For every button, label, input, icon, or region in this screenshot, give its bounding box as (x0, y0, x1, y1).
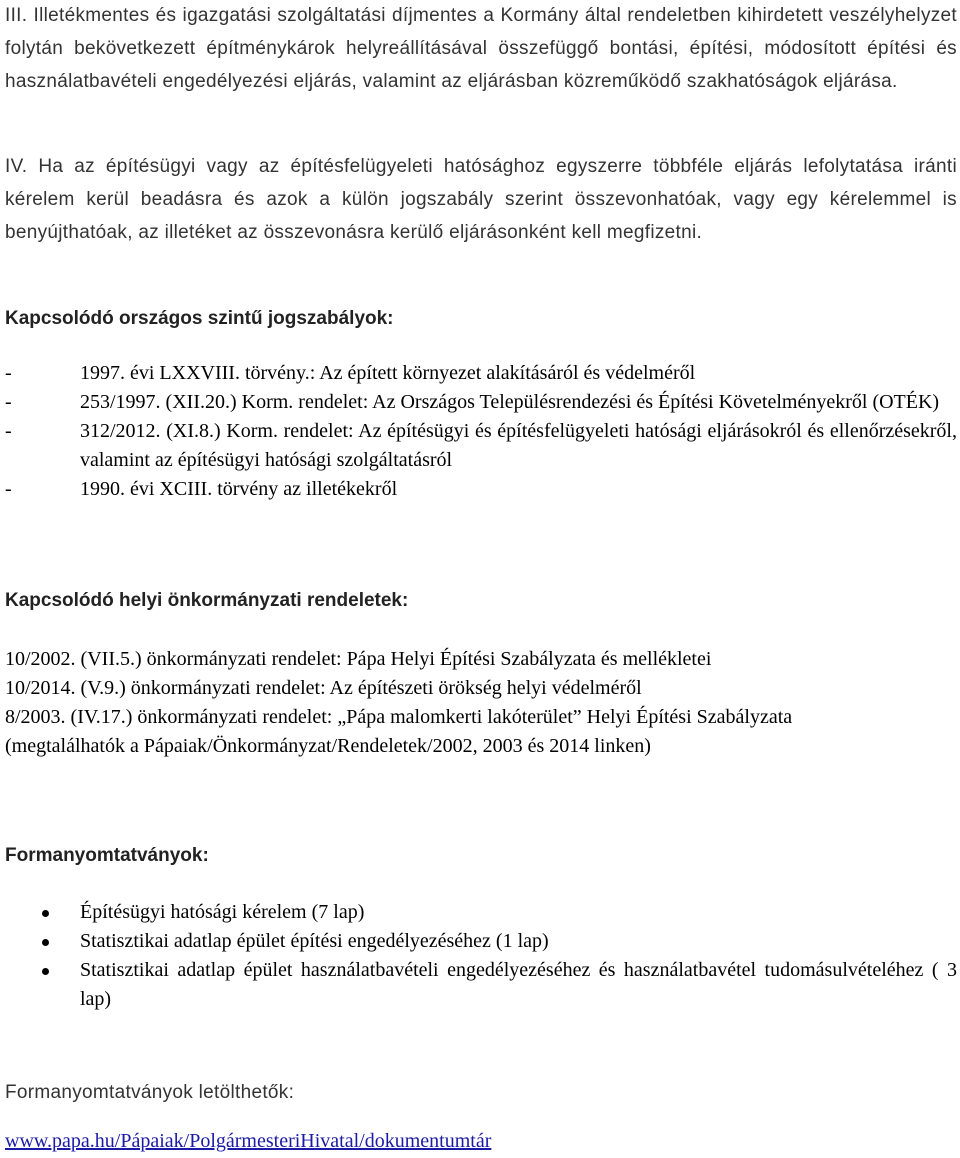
list-item: 8/2003. (IV.17.) önkormányzati rendelet: „Pápa malomkerti lakóterület” Helyi Építési Szabályzata (5, 706, 793, 728)
list-item (5, 956, 957, 1014)
list-item (5, 359, 957, 388)
list-item-text: 312/2012. (XI.8.) Korm. rendelet: Az építésügyi és építésfelügyeleti hatósági eljárásokról és ellenőrzésekről, valamint az építésügyi hatósági szolgáltatásról (80, 420, 957, 471)
dash-marker: - (5, 391, 12, 413)
list-item-text: Statisztikai adatlap épület használatbavételi engedélyezéséhez és használatbavétel tudomásulvételéhez ( 3 lap) (80, 959, 957, 1010)
section-iii (5, 0, 957, 98)
download-link[interactable]: www.papa.hu/Pápaiak/PolgármesteriHivatal/dokumentumtár (5, 1130, 492, 1152)
list-item (5, 475, 957, 504)
national-laws-list (5, 359, 957, 504)
dash-marker: - (5, 420, 12, 442)
list-item-text: 253/1997. (XII.20.) Korm. rendelet: Az Országos Településrendezési és Építési Követelményekről (OTÉK) (80, 391, 940, 413)
download-link-wrapper (5, 1127, 491, 1156)
national-laws-heading: Kapcsolódó országos szintű jogszabályok: (5, 308, 394, 329)
list-item-text: 1990. évi XCIII. törvény az illetékekről (80, 478, 398, 500)
list-item-text: Statisztikai adatlap épület építési engedélyezéséhez (1 lap) (80, 930, 549, 952)
list-item: (megtalálhatók a Pápaiak/Önkormányzat/Rendeletek/2002, 2003 és 2014 linken) (5, 735, 651, 757)
section-iii-text: III. Illetékmentes és igazgatási szolgáltatási díjmentes a Kormány által rendeletben kihirdetett veszélyhelyzet folytán bekövetkezett építménykárok helyreállításával összefüggő bontási, építési, módosított építési és használatbavételi engedélyezési eljárás, valamint az eljárásban közreműködő szakhatóságok eljárása. (5, 5, 957, 92)
forms-heading: Formanyomtatványok: (5, 845, 209, 866)
local-regulations-list (5, 645, 957, 761)
list-item-text: Építésügyi hatósági kérelem (7 lap) (80, 901, 365, 923)
section-iv-text: IV. Ha az építésügyi vagy az építésfelügyeleti hatósághoz egyszerre többféle eljárás lefolytatása iránti kérelem kerül beadásra és azok a külön jogszabály szerint összevonhatóak, vagy egy kérelemmel is benyújthatóak, az illetéket az összevonásra kerülő eljárásonként kell megfizetni. (5, 156, 957, 243)
list-item: 10/2002. (VII.5.) önkormányzati rendelet: Pápa Helyi Építési Szabályzata és mellékletei (5, 648, 712, 670)
list-item (5, 927, 957, 956)
list-item (5, 417, 957, 475)
list-item (5, 388, 957, 417)
local-regulations-heading: Kapcsolódó helyi önkormányzati rendeletek: (5, 590, 409, 611)
dash-marker: - (5, 478, 12, 500)
section-iv (5, 150, 957, 249)
forms-list (5, 898, 957, 1014)
list-item: 10/2014. (V.9.) önkormányzati rendelet: Az építészeti örökség helyi védelméről (5, 677, 642, 699)
list-item (5, 898, 957, 927)
dash-marker: - (5, 362, 12, 384)
download-label: Formanyomtatványok letölthetők: (5, 1082, 295, 1103)
list-item-text: 1997. évi LXXVIII. törvény.: Az épített környezet alakításáról és védelméről (80, 362, 696, 384)
